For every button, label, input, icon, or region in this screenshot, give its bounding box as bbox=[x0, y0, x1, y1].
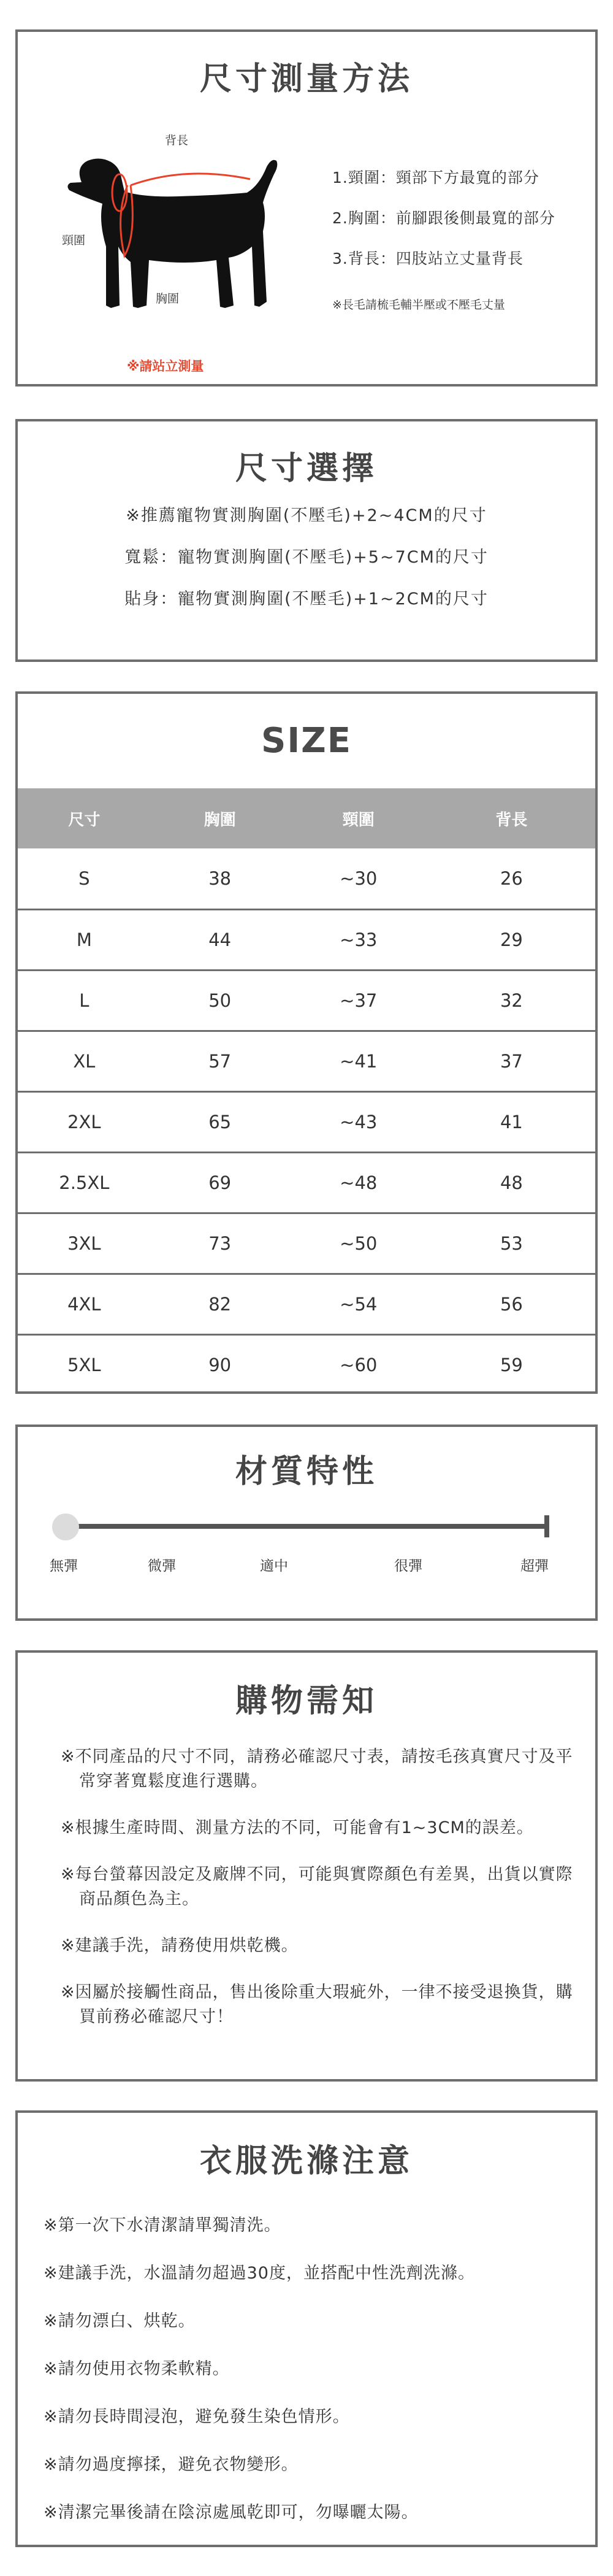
elasticity-track-end bbox=[544, 1515, 549, 1537]
cell-back: 56 bbox=[428, 1274, 595, 1334]
measure-item: 2.胸圍：前腳跟後側最寬的部分 bbox=[332, 209, 555, 227]
measure-panel bbox=[15, 29, 598, 386]
wash-item: ※請勿過度擰揉，避免衣物變形。 bbox=[44, 2455, 299, 2474]
elasticity-track bbox=[73, 1524, 548, 1529]
cell-neck: ~30 bbox=[340, 867, 378, 889]
notice-item: ※根據生產時間、測量方法的不同，可能會有1~3CM的誤差。 bbox=[61, 1818, 534, 1837]
table-row bbox=[18, 848, 595, 909]
cell-neck: ~60 bbox=[289, 1334, 428, 1395]
material-title: 材質特性 bbox=[235, 1453, 378, 1490]
wash-item: ※請勿使用衣物柔軟精。 bbox=[44, 2359, 230, 2378]
cell-back: 29 bbox=[428, 909, 595, 970]
size-table-panel bbox=[15, 691, 598, 1394]
size-table bbox=[18, 788, 595, 1395]
notice-item: ※因屬於接觸性商品，售出後除重大瑕疵外，一律不接受退換貨，購買前務必確認尺寸！ bbox=[61, 1983, 573, 2026]
shopping-notice-panel bbox=[15, 1650, 598, 2082]
cell-chest: 57 bbox=[151, 1031, 289, 1091]
cell-size: 5XL bbox=[18, 1334, 151, 1395]
table-row bbox=[18, 970, 595, 1031]
notice-item: ※建議手洗，請務使用烘乾機。 bbox=[61, 1936, 299, 1955]
cell-chest: 38 bbox=[208, 867, 232, 889]
cell-back: 48 bbox=[428, 1152, 595, 1213]
washing-notes-panel bbox=[15, 2110, 598, 2547]
shopping-notice-title: 購物需知 bbox=[235, 1683, 378, 1720]
cell-chest: 65 bbox=[151, 1091, 289, 1152]
cell-size: XL bbox=[18, 1031, 151, 1091]
measure-instructions bbox=[332, 166, 555, 287]
table-row bbox=[18, 1091, 595, 1152]
header-size: 尺寸 bbox=[18, 788, 151, 848]
table-row bbox=[18, 1274, 595, 1334]
selection-line: ※推薦寵物實測胸圍(不壓毛)+2~4CM的尺寸 bbox=[126, 506, 487, 525]
cell-size: 2.5XL bbox=[18, 1152, 151, 1213]
measure-title: 尺寸測量方法 bbox=[199, 61, 413, 98]
measure-item: 1.頸圍：頸部下方最寬的部分 bbox=[332, 169, 539, 186]
cell-neck: ~43 bbox=[289, 1091, 428, 1152]
table-row bbox=[18, 1031, 595, 1091]
cell-back: 37 bbox=[428, 1031, 595, 1091]
cell-back: 32 bbox=[428, 970, 595, 1031]
table-row bbox=[18, 1213, 595, 1274]
table-row bbox=[18, 1152, 595, 1213]
cell-size: 3XL bbox=[18, 1213, 151, 1274]
wash-item: ※清潔完畢後請在陰涼處風乾即可，勿曝曬太陽。 bbox=[44, 2503, 419, 2522]
size-table-title: SIZE bbox=[261, 721, 352, 761]
cell-chest: 73 bbox=[151, 1213, 289, 1274]
stand-measure-note: ※請站立測量 bbox=[127, 359, 204, 374]
cell-chest: 69 bbox=[151, 1152, 289, 1213]
long-hair-note: ※長毛請梳毛輔半壓或不壓毛丈量 bbox=[332, 298, 505, 312]
cell-chest: 50 bbox=[151, 970, 289, 1031]
scale-label-slight: 微彈 bbox=[148, 1558, 176, 1574]
cell-size: S bbox=[78, 867, 90, 889]
table-header-row bbox=[18, 788, 595, 848]
cell-back: 59 bbox=[428, 1334, 595, 1395]
back-measure-line bbox=[131, 174, 250, 185]
notice-item: ※不同產品的尺寸不同，請務必確認尺寸表，請按毛孩真實尺寸及平常穿著寬鬆度進行選購。 bbox=[61, 1747, 573, 1791]
wash-item: ※請勿漂白、烘乾。 bbox=[44, 2312, 196, 2331]
wash-item: ※第一次下水清潔請單獨清洗。 bbox=[44, 2216, 281, 2235]
header-chest: 胸圍 bbox=[151, 788, 289, 848]
cell-back: 41 bbox=[428, 1091, 595, 1152]
label-chest: 胸圍 bbox=[156, 292, 180, 306]
scale-label-none: 無彈 bbox=[50, 1558, 78, 1574]
cell-chest: 82 bbox=[151, 1274, 289, 1334]
notice-item: ※每台螢幕因設定及廠牌不同，可能與實際顏色有差異，出貨以實際商品顏色為主。 bbox=[61, 1865, 573, 1909]
size-selection-title: 尺寸選擇 bbox=[235, 450, 378, 487]
cell-back: 53 bbox=[428, 1213, 595, 1274]
scale-label-high: 很彈 bbox=[394, 1558, 422, 1574]
cell-neck: ~41 bbox=[289, 1031, 428, 1091]
size-selection-panel bbox=[15, 419, 598, 662]
cell-back: 26 bbox=[500, 867, 523, 889]
table-row bbox=[18, 1334, 595, 1395]
cell-size: 2XL bbox=[18, 1091, 151, 1152]
cell-chest: 90 bbox=[151, 1334, 289, 1395]
cell-chest: 44 bbox=[151, 909, 289, 970]
scale-label-super: 超彈 bbox=[520, 1558, 549, 1574]
cell-neck: ~48 bbox=[289, 1152, 428, 1213]
selection-line: 貼身：寵物實測胸圍(不壓毛)+1~2CM的尺寸 bbox=[124, 590, 489, 609]
cell-neck: ~37 bbox=[289, 970, 428, 1031]
cell-neck: ~50 bbox=[289, 1213, 428, 1274]
washing-notes-title: 衣服洗滌注意 bbox=[199, 2143, 413, 2180]
elasticity-indicator-knob bbox=[52, 1513, 79, 1540]
label-neck: 頸圍 bbox=[62, 234, 86, 247]
material-panel bbox=[15, 1424, 598, 1621]
cell-neck: ~54 bbox=[289, 1274, 428, 1334]
cell-neck: ~33 bbox=[289, 909, 428, 970]
wash-item: ※建議手洗，水溫請勿超過30度，並搭配中性洗劑洗滌。 bbox=[44, 2264, 475, 2283]
cell-size: 4XL bbox=[18, 1274, 151, 1334]
cell-size: L bbox=[18, 970, 151, 1031]
selection-line: 寬鬆：寵物實測胸圍(不壓毛)+5~7CM的尺寸 bbox=[124, 548, 489, 567]
header-neck: 頸圍 bbox=[289, 788, 428, 848]
table-row bbox=[18, 909, 595, 970]
wash-item: ※請勿長時間浸泡，避免發生染色情形。 bbox=[44, 2407, 350, 2426]
cell-size: M bbox=[18, 909, 151, 970]
header-back: 背長 bbox=[428, 788, 595, 848]
measure-item: 3.背長：四肢站立丈量背長 bbox=[332, 250, 524, 267]
scale-label-moderate: 適中 bbox=[260, 1558, 288, 1574]
label-back: 背長 bbox=[165, 134, 189, 147]
